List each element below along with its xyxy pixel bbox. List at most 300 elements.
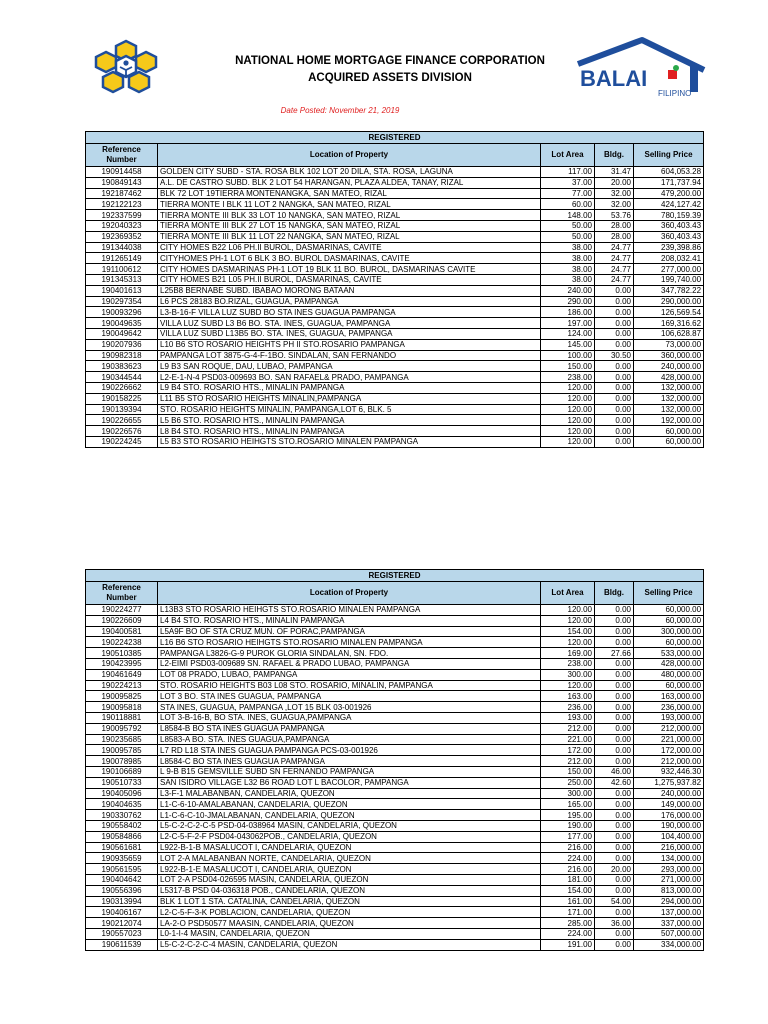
cell-selling-price: 190,000.00 bbox=[634, 820, 704, 831]
cell-bldg: 0.00 bbox=[595, 426, 634, 437]
cell-location: L16 B6 STO ROSARIO HEIHGTS STO.ROSARIO MINALEN PAMPANGA bbox=[158, 637, 541, 648]
cell-location: L5 B3 STO ROSARIO HEIHGTS STO.ROSARIO MINALEN PAMPANGA bbox=[158, 436, 541, 447]
cell-lot-area: 216.00 bbox=[541, 864, 595, 875]
cell-selling-price: 780,159.39 bbox=[634, 210, 704, 221]
cell-bldg: 0.00 bbox=[595, 404, 634, 415]
col-location: Location of Property bbox=[158, 144, 541, 167]
table-row bbox=[86, 626, 704, 637]
cell-selling-price: 277,000.00 bbox=[634, 264, 704, 275]
cell-lot-area: 150.00 bbox=[541, 766, 595, 777]
cell-bldg: 0.00 bbox=[595, 680, 634, 691]
table-row bbox=[86, 296, 704, 307]
cell-bldg: 24.77 bbox=[595, 274, 634, 285]
cell-location: L8584-C BO STA INES GUAGUA PAMPANGA bbox=[158, 756, 541, 767]
cell-lot-area: 38.00 bbox=[541, 274, 595, 285]
cell-location: L922-B-1-E MASALUCOT I, CANDELARIA, QUEZON bbox=[158, 864, 541, 875]
cell-location: LOT 2-A PSD04-026595 MASIN, CANDELARIA, QUEZON bbox=[158, 874, 541, 885]
cell-reference-number: 190330762 bbox=[86, 810, 158, 821]
cell-lot-area: 224.00 bbox=[541, 928, 595, 939]
cell-selling-price: 104,400.00 bbox=[634, 831, 704, 842]
cell-location: TIERRA MONTE III BLK 11 LOT 22 NANGKA, SAN MATEO, RIZAL bbox=[158, 231, 541, 242]
cell-bldg: 0.00 bbox=[595, 874, 634, 885]
cell-location: BLK 72 LOT 19TIERRA MONTENANGKA, SAN MATEO, RIZAL bbox=[158, 188, 541, 199]
cell-lot-area: 163.00 bbox=[541, 691, 595, 702]
table-row bbox=[86, 615, 704, 626]
cell-selling-price: 360,403.43 bbox=[634, 220, 704, 231]
table-row bbox=[86, 788, 704, 799]
table-row bbox=[86, 874, 704, 885]
cell-reference-number: 190561595 bbox=[86, 864, 158, 875]
table-row bbox=[86, 885, 704, 896]
cell-selling-price: 132,000.00 bbox=[634, 393, 704, 404]
cell-location: L2-EIMI PSD03-009689 SN. RAFAEL & PRADO LUBAO, PAMPANGA bbox=[158, 658, 541, 669]
cell-bldg: 32.00 bbox=[595, 188, 634, 199]
cell-location: CITY HOMES DASMARINAS PH-1 LOT 19 BLK 11 BO. BUROL, DASMARINAS CAVITE bbox=[158, 264, 541, 275]
cell-selling-price: 428,000.00 bbox=[634, 372, 704, 383]
table-row bbox=[86, 382, 704, 393]
cell-reference-number: 190226662 bbox=[86, 382, 158, 393]
table-row bbox=[86, 167, 704, 178]
cell-selling-price: 176,000.00 bbox=[634, 810, 704, 821]
cell-reference-number: 190158225 bbox=[86, 393, 158, 404]
cell-location: L2-C-5-F-2-F PSD04-043062POB., CANDELARIA, QUEZON bbox=[158, 831, 541, 842]
table-row bbox=[86, 691, 704, 702]
cell-location: CITY HOMES B21 L05 PH.II BUROL, DASMARINAS, CAVITE bbox=[158, 274, 541, 285]
cell-reference-number: 190344544 bbox=[86, 372, 158, 383]
cell-bldg: 0.00 bbox=[595, 372, 634, 383]
col-lot-area: Lot Area bbox=[541, 144, 595, 167]
cell-bldg: 0.00 bbox=[595, 626, 634, 637]
cell-lot-area: 290.00 bbox=[541, 296, 595, 307]
table-row bbox=[86, 723, 704, 734]
cell-reference-number: 190404635 bbox=[86, 799, 158, 810]
cell-reference-number: 190226576 bbox=[86, 426, 158, 437]
cell-lot-area: 120.00 bbox=[541, 436, 595, 447]
cell-location: L3-F-1 MALABANBAN, CANDELARIA, QUEZON bbox=[158, 788, 541, 799]
cell-bldg: 0.00 bbox=[595, 296, 634, 307]
cell-bldg: 0.00 bbox=[595, 637, 634, 648]
cell-selling-price: 337,000.00 bbox=[634, 918, 704, 929]
cell-location: L1-C-6-C-10-JMALABANAN, CANDELARIA, QUEZON bbox=[158, 810, 541, 821]
cell-selling-price: 932,446.30 bbox=[634, 766, 704, 777]
cell-lot-area: 216.00 bbox=[541, 842, 595, 853]
table-caption: REGISTERED bbox=[86, 570, 704, 582]
cell-bldg: 24.77 bbox=[595, 253, 634, 264]
table-row bbox=[86, 210, 704, 221]
cell-bldg: 24.77 bbox=[595, 242, 634, 253]
table-row bbox=[86, 426, 704, 437]
table-row bbox=[86, 199, 704, 210]
cell-lot-area: 221.00 bbox=[541, 734, 595, 745]
cell-lot-area: 120.00 bbox=[541, 404, 595, 415]
cell-lot-area: 37.00 bbox=[541, 177, 595, 188]
table-row bbox=[86, 307, 704, 318]
cell-bldg: 0.00 bbox=[595, 928, 634, 939]
cell-lot-area: 154.00 bbox=[541, 885, 595, 896]
col-lot-area: Lot Area bbox=[541, 582, 595, 605]
table-row bbox=[86, 831, 704, 842]
cell-reference-number: 192369352 bbox=[86, 231, 158, 242]
cell-location: L13B3 STO ROSARIO HEIHGTS STO.ROSARIO MINALEN PAMPANGA bbox=[158, 605, 541, 616]
table-row bbox=[86, 264, 704, 275]
cell-lot-area: 250.00 bbox=[541, 777, 595, 788]
cell-lot-area: 236.00 bbox=[541, 702, 595, 713]
cell-selling-price: 126,569.54 bbox=[634, 307, 704, 318]
cell-lot-area: 195.00 bbox=[541, 810, 595, 821]
cell-bldg: 0.00 bbox=[595, 885, 634, 896]
cell-reference-number: 190207936 bbox=[86, 339, 158, 350]
cell-selling-price: 192,000.00 bbox=[634, 415, 704, 426]
cell-bldg: 42.60 bbox=[595, 777, 634, 788]
cell-location: L5A9F BO OF STA CRUZ MUN. OF PORAC,PAMPANGA bbox=[158, 626, 541, 637]
cell-selling-price: 293,000.00 bbox=[634, 864, 704, 875]
cell-location: PAMPANGA L3826-G-9 PUROK GLORIA SINDALAN, SN. FDO. bbox=[158, 648, 541, 659]
cell-lot-area: 177.00 bbox=[541, 831, 595, 842]
cell-bldg: 0.00 bbox=[595, 339, 634, 350]
cell-lot-area: 191.00 bbox=[541, 939, 595, 950]
cell-selling-price: 132,000.00 bbox=[634, 404, 704, 415]
table-row bbox=[86, 680, 704, 691]
cell-selling-price: 169,316.62 bbox=[634, 318, 704, 329]
cell-reference-number: 190510385 bbox=[86, 648, 158, 659]
table-body bbox=[86, 167, 704, 448]
cell-lot-area: 38.00 bbox=[541, 242, 595, 253]
cell-lot-area: 120.00 bbox=[541, 382, 595, 393]
cell-lot-area: 238.00 bbox=[541, 372, 595, 383]
cell-lot-area: 145.00 bbox=[541, 339, 595, 350]
col-bldg: Bldg. bbox=[595, 582, 634, 605]
cell-location: L6 PCS 28183 BO.RIZAL, GUAGUA, PAMPANGA bbox=[158, 296, 541, 307]
cell-location: LA-2-O PSD50577 MAASIN, CANDELARIA, QUEZON bbox=[158, 918, 541, 929]
cell-selling-price: 134,000.00 bbox=[634, 853, 704, 864]
table-row bbox=[86, 918, 704, 929]
cell-reference-number: 190095792 bbox=[86, 723, 158, 734]
cell-selling-price: 507,000.00 bbox=[634, 928, 704, 939]
cell-selling-price: 60,000.00 bbox=[634, 615, 704, 626]
cell-location: BLK 1 LOT 1 STA. CATALINA, CANDELARIA, QUEZON bbox=[158, 896, 541, 907]
cell-bldg: 30.50 bbox=[595, 350, 634, 361]
cell-bldg: 24.77 bbox=[595, 264, 634, 275]
cell-bldg: 28.00 bbox=[595, 231, 634, 242]
cell-lot-area: 38.00 bbox=[541, 264, 595, 275]
cell-selling-price: 428,000.00 bbox=[634, 658, 704, 669]
table-row bbox=[86, 907, 704, 918]
cell-lot-area: 120.00 bbox=[541, 605, 595, 616]
cell-location: L5-C-2-C-2-C-5 PSD-04-038964 MASIN, CANDELARIA, QUEZON bbox=[158, 820, 541, 831]
cell-reference-number: 190400581 bbox=[86, 626, 158, 637]
cell-location: L8584-B BO STA INES GUAGUA PAMPANGA bbox=[158, 723, 541, 734]
nhmfc-logo bbox=[84, 38, 168, 94]
cell-selling-price: 212,000.00 bbox=[634, 756, 704, 767]
cell-lot-area: 161.00 bbox=[541, 896, 595, 907]
cell-lot-area: 120.00 bbox=[541, 615, 595, 626]
cell-reference-number: 190405096 bbox=[86, 788, 158, 799]
cell-lot-area: 171.00 bbox=[541, 907, 595, 918]
cell-lot-area: 300.00 bbox=[541, 669, 595, 680]
cell-bldg: 0.00 bbox=[595, 820, 634, 831]
cell-bldg: 0.00 bbox=[595, 712, 634, 723]
cell-reference-number: 190049635 bbox=[86, 318, 158, 329]
cell-lot-area: 285.00 bbox=[541, 918, 595, 929]
table-row bbox=[86, 436, 704, 447]
cell-bldg: 0.00 bbox=[595, 436, 634, 447]
cell-location: STO. ROSARIO HEIGHTS MINALIN, PAMPANGA,LOT 6, BLK. 5 bbox=[158, 404, 541, 415]
table-row bbox=[86, 220, 704, 231]
cell-reference-number: 190461649 bbox=[86, 669, 158, 680]
cell-reference-number: 190313994 bbox=[86, 896, 158, 907]
cell-lot-area: 212.00 bbox=[541, 723, 595, 734]
cell-reference-number: 190914458 bbox=[86, 167, 158, 178]
table-row bbox=[86, 712, 704, 723]
cell-bldg: 27.66 bbox=[595, 648, 634, 659]
cell-lot-area: 190.00 bbox=[541, 820, 595, 831]
cell-selling-price: 199,740.00 bbox=[634, 274, 704, 285]
cell-lot-area: 181.00 bbox=[541, 874, 595, 885]
cell-bldg: 0.00 bbox=[595, 756, 634, 767]
cell-reference-number: 190558402 bbox=[86, 820, 158, 831]
cell-location: LOT 2-A MALABANBAN NORTE, CANDELARIA, QUEZON bbox=[158, 853, 541, 864]
cell-location: L1-C-6-10-AMALABANAN, CANDELARIA, QUEZON bbox=[158, 799, 541, 810]
table-row bbox=[86, 415, 704, 426]
table-row bbox=[86, 702, 704, 713]
table-row bbox=[86, 318, 704, 329]
cell-reference-number: 190406167 bbox=[86, 907, 158, 918]
cell-lot-area: 120.00 bbox=[541, 426, 595, 437]
col-reference-number: Reference Number bbox=[86, 144, 158, 167]
table-row bbox=[86, 605, 704, 616]
cell-selling-price: 479,200.00 bbox=[634, 188, 704, 199]
cell-reference-number: 190556396 bbox=[86, 885, 158, 896]
table-row bbox=[86, 637, 704, 648]
cell-selling-price: 240,000.00 bbox=[634, 788, 704, 799]
cell-location: L 9-B B15 GEMSVILLE SUBD SN FERNANDO PAMPANGA bbox=[158, 766, 541, 777]
table-row bbox=[86, 350, 704, 361]
cell-lot-area: 169.00 bbox=[541, 648, 595, 659]
cell-bldg: 0.00 bbox=[595, 734, 634, 745]
cell-selling-price: 533,000.00 bbox=[634, 648, 704, 659]
table-row bbox=[86, 820, 704, 831]
table-row bbox=[86, 339, 704, 350]
cell-bldg: 0.00 bbox=[595, 361, 634, 372]
cell-reference-number: 190095785 bbox=[86, 745, 158, 756]
table-row bbox=[86, 242, 704, 253]
cell-location: L4 B4 STO. ROSARIO HTS., MINALIN PAMPANGA bbox=[158, 615, 541, 626]
cell-lot-area: 120.00 bbox=[541, 637, 595, 648]
cell-location: STO. ROSARIO HEIGHTS B03 L08 STO. ROSARIO, MINALIN, PAMPANGA bbox=[158, 680, 541, 691]
cell-reference-number: 191265149 bbox=[86, 253, 158, 264]
cell-selling-price: 334,000.00 bbox=[634, 939, 704, 950]
cell-reference-number: 192040323 bbox=[86, 220, 158, 231]
cell-reference-number: 190139394 bbox=[86, 404, 158, 415]
cell-selling-price: 240,000.00 bbox=[634, 361, 704, 372]
cell-location: LOT 3-B-16-B, BO STA. INES, GUAGUA,PAMPANGA bbox=[158, 712, 541, 723]
cell-selling-price: 1,275,937.82 bbox=[634, 777, 704, 788]
cell-location: L8 B4 STO. ROSARIO HTS., MINALIN PAMPANGA bbox=[158, 426, 541, 437]
cell-bldg: 28.00 bbox=[595, 220, 634, 231]
cell-lot-area: 224.00 bbox=[541, 853, 595, 864]
cell-location: TIERRA MONTE III BLK 27 LOT 15 NANGKA, SAN MATEO, RIZAL bbox=[158, 220, 541, 231]
cell-selling-price: 604,053.28 bbox=[634, 167, 704, 178]
cell-selling-price: 221,000.00 bbox=[634, 734, 704, 745]
cell-lot-area: 300.00 bbox=[541, 788, 595, 799]
cell-bldg: 0.00 bbox=[595, 615, 634, 626]
cell-lot-area: 165.00 bbox=[541, 799, 595, 810]
cell-bldg: 0.00 bbox=[595, 307, 634, 318]
cell-selling-price: 813,000.00 bbox=[634, 885, 704, 896]
cell-reference-number: 190584866 bbox=[86, 831, 158, 842]
balai-filipino-logo bbox=[572, 36, 708, 98]
table-row bbox=[86, 939, 704, 950]
table-row bbox=[86, 658, 704, 669]
cell-location: L5 B6 STO. ROSARIO HTS., MINALIN PAMPANGA bbox=[158, 415, 541, 426]
cell-selling-price: 360,403.43 bbox=[634, 231, 704, 242]
cell-reference-number: 190297354 bbox=[86, 296, 158, 307]
cell-selling-price: 208,032.41 bbox=[634, 253, 704, 264]
col-reference-number: Reference Number bbox=[86, 582, 158, 605]
cell-reference-number: 190095825 bbox=[86, 691, 158, 702]
cell-reference-number: 190383623 bbox=[86, 361, 158, 372]
cell-reference-number: 190561681 bbox=[86, 842, 158, 853]
cell-selling-price: 60,000.00 bbox=[634, 637, 704, 648]
cell-bldg: 0.00 bbox=[595, 318, 634, 329]
cell-bldg: 0.00 bbox=[595, 393, 634, 404]
table-row bbox=[86, 799, 704, 810]
cell-location: L11 B5 STO ROSARIO HEIGHTS MINALIN,PAMPANGA bbox=[158, 393, 541, 404]
cell-selling-price: 172,000.00 bbox=[634, 745, 704, 756]
cell-reference-number: 190212074 bbox=[86, 918, 158, 929]
table-row bbox=[86, 361, 704, 372]
cell-selling-price: 60,000.00 bbox=[634, 605, 704, 616]
cell-reference-number: 192187462 bbox=[86, 188, 158, 199]
cell-reference-number: 190226655 bbox=[86, 415, 158, 426]
cell-bldg: 0.00 bbox=[595, 382, 634, 393]
cell-location: L7 RD L18 STA INES GUAGUA PAMPANGA PCS-03-001926 bbox=[158, 745, 541, 756]
cell-reference-number: 190095818 bbox=[86, 702, 158, 713]
table-row bbox=[86, 372, 704, 383]
cell-selling-price: 216,000.00 bbox=[634, 842, 704, 853]
cell-bldg: 0.00 bbox=[595, 907, 634, 918]
cell-bldg: 0.00 bbox=[595, 723, 634, 734]
cell-reference-number: 192337599 bbox=[86, 210, 158, 221]
cell-lot-area: 193.00 bbox=[541, 712, 595, 723]
cell-selling-price: 60,000.00 bbox=[634, 426, 704, 437]
cell-bldg: 0.00 bbox=[595, 745, 634, 756]
cell-selling-price: 149,000.00 bbox=[634, 799, 704, 810]
cell-lot-area: 60.00 bbox=[541, 199, 595, 210]
cell-lot-area: 154.00 bbox=[541, 626, 595, 637]
cell-reference-number: 190849143 bbox=[86, 177, 158, 188]
cell-lot-area: 117.00 bbox=[541, 167, 595, 178]
cell-reference-number: 190235685 bbox=[86, 734, 158, 745]
cell-selling-price: 163,000.00 bbox=[634, 691, 704, 702]
cell-lot-area: 100.00 bbox=[541, 350, 595, 361]
cell-location: CITYHOMES PH-1 LOT 6 BLK 3 BO. BUROL DASMARINAS, CAVITE bbox=[158, 253, 541, 264]
cell-lot-area: 120.00 bbox=[541, 415, 595, 426]
cell-selling-price: 347,782.22 bbox=[634, 285, 704, 296]
cell-bldg: 20.00 bbox=[595, 177, 634, 188]
cell-reference-number: 190224245 bbox=[86, 436, 158, 447]
cell-reference-number: 190557023 bbox=[86, 928, 158, 939]
cell-selling-price: 212,000.00 bbox=[634, 723, 704, 734]
cell-reference-number: 190224238 bbox=[86, 637, 158, 648]
cell-bldg: 0.00 bbox=[595, 831, 634, 842]
cell-reference-number: 190078985 bbox=[86, 756, 158, 767]
cell-location: STA INES, GUAGUA, PAMPANGA ,LOT 15 BLK 03-001926 bbox=[158, 702, 541, 713]
cell-location: L5317-B PSD 04-036318 POB., CANDELARIA, QUEZON bbox=[158, 885, 541, 896]
cell-lot-area: 240.00 bbox=[541, 285, 595, 296]
cell-reference-number: 190093296 bbox=[86, 307, 158, 318]
cell-lot-area: 120.00 bbox=[541, 680, 595, 691]
cell-location: L8583-A BO. STA. INES GUAGUA,PAMPANGA bbox=[158, 734, 541, 745]
cell-lot-area: 172.00 bbox=[541, 745, 595, 756]
table-row bbox=[86, 745, 704, 756]
division-name: ACQUIRED ASSETS DIVISION bbox=[308, 72, 472, 84]
cell-reference-number: 190982318 bbox=[86, 350, 158, 361]
cell-bldg: 0.00 bbox=[595, 842, 634, 853]
cell-bldg: 31.47 bbox=[595, 167, 634, 178]
col-selling-price: Selling Price bbox=[634, 582, 704, 605]
col-bldg: Bldg. bbox=[595, 144, 634, 167]
cell-location: L3-B-16-F VILLA LUZ SUBD BO STA INES GUAGUA PAMPANGA bbox=[158, 307, 541, 318]
cell-reference-number: 190106689 bbox=[86, 766, 158, 777]
cell-location: L25B8 BERNABE SUBD. IBABAO MORONG BATAAN bbox=[158, 285, 541, 296]
cell-selling-price: 73,000.00 bbox=[634, 339, 704, 350]
cell-location: VILLA LUZ SUBD L13B5 BO. STA. INES, GUAGUA, PAMPANGA bbox=[158, 328, 541, 339]
cell-location: CITY HOMES B22 L06 PH.II BUROL, DASMARINAS, CAVITE bbox=[158, 242, 541, 253]
cell-lot-area: 120.00 bbox=[541, 393, 595, 404]
cell-lot-area: 50.00 bbox=[541, 220, 595, 231]
cell-bldg: 0.00 bbox=[595, 691, 634, 702]
cell-location: TIERRA MONTE III BLK 33 LOT 10 NANGKA, SAN MATEO, RIZAL bbox=[158, 210, 541, 221]
cell-bldg: 0.00 bbox=[595, 658, 634, 669]
cell-selling-price: 290,000.00 bbox=[634, 296, 704, 307]
table-row bbox=[86, 734, 704, 745]
cell-lot-area: 238.00 bbox=[541, 658, 595, 669]
cell-lot-area: 197.00 bbox=[541, 318, 595, 329]
cell-bldg: 54.00 bbox=[595, 896, 634, 907]
cell-reference-number: 190049642 bbox=[86, 328, 158, 339]
cell-reference-number: 190423995 bbox=[86, 658, 158, 669]
table-row bbox=[86, 188, 704, 199]
cell-bldg: 20.00 bbox=[595, 864, 634, 875]
cell-location: SAN ISIDRO VILLAGE L32 B6 ROAD LOT L BACOLOR, PAMPANGA bbox=[158, 777, 541, 788]
cell-location: LOT 08 PRADO, LUBAO, PAMPANGA bbox=[158, 669, 541, 680]
table-row bbox=[86, 853, 704, 864]
cell-reference-number: 190226609 bbox=[86, 615, 158, 626]
table-row bbox=[86, 253, 704, 264]
cell-reference-number: 190935659 bbox=[86, 853, 158, 864]
cell-bldg: 36.00 bbox=[595, 918, 634, 929]
cell-bldg: 0.00 bbox=[595, 328, 634, 339]
cell-location: VILLA LUZ SUBD L3 B6 BO. STA. INES, GUAGUA, PAMPANGA bbox=[158, 318, 541, 329]
cell-bldg: 0.00 bbox=[595, 799, 634, 810]
cell-location: L2-C-5-F-3-K POBLACION, CANDELARIA, QUEZON bbox=[158, 907, 541, 918]
cell-lot-area: 150.00 bbox=[541, 361, 595, 372]
cell-selling-price: 424,127.42 bbox=[634, 199, 704, 210]
cell-reference-number: 191344038 bbox=[86, 242, 158, 253]
cell-reference-number: 190224213 bbox=[86, 680, 158, 691]
cell-location: L922-B-1-B MASALUCOT I, CANDELARIA, QUEZON bbox=[158, 842, 541, 853]
cell-selling-price: 106,628.87 bbox=[634, 328, 704, 339]
cell-selling-price: 360,000.00 bbox=[634, 350, 704, 361]
table-row bbox=[86, 177, 704, 188]
table-row bbox=[86, 842, 704, 853]
table-row bbox=[86, 328, 704, 339]
cell-lot-area: 77.00 bbox=[541, 188, 595, 199]
cell-selling-price: 132,000.00 bbox=[634, 382, 704, 393]
cell-selling-price: 60,000.00 bbox=[634, 680, 704, 691]
table-row bbox=[86, 231, 704, 242]
